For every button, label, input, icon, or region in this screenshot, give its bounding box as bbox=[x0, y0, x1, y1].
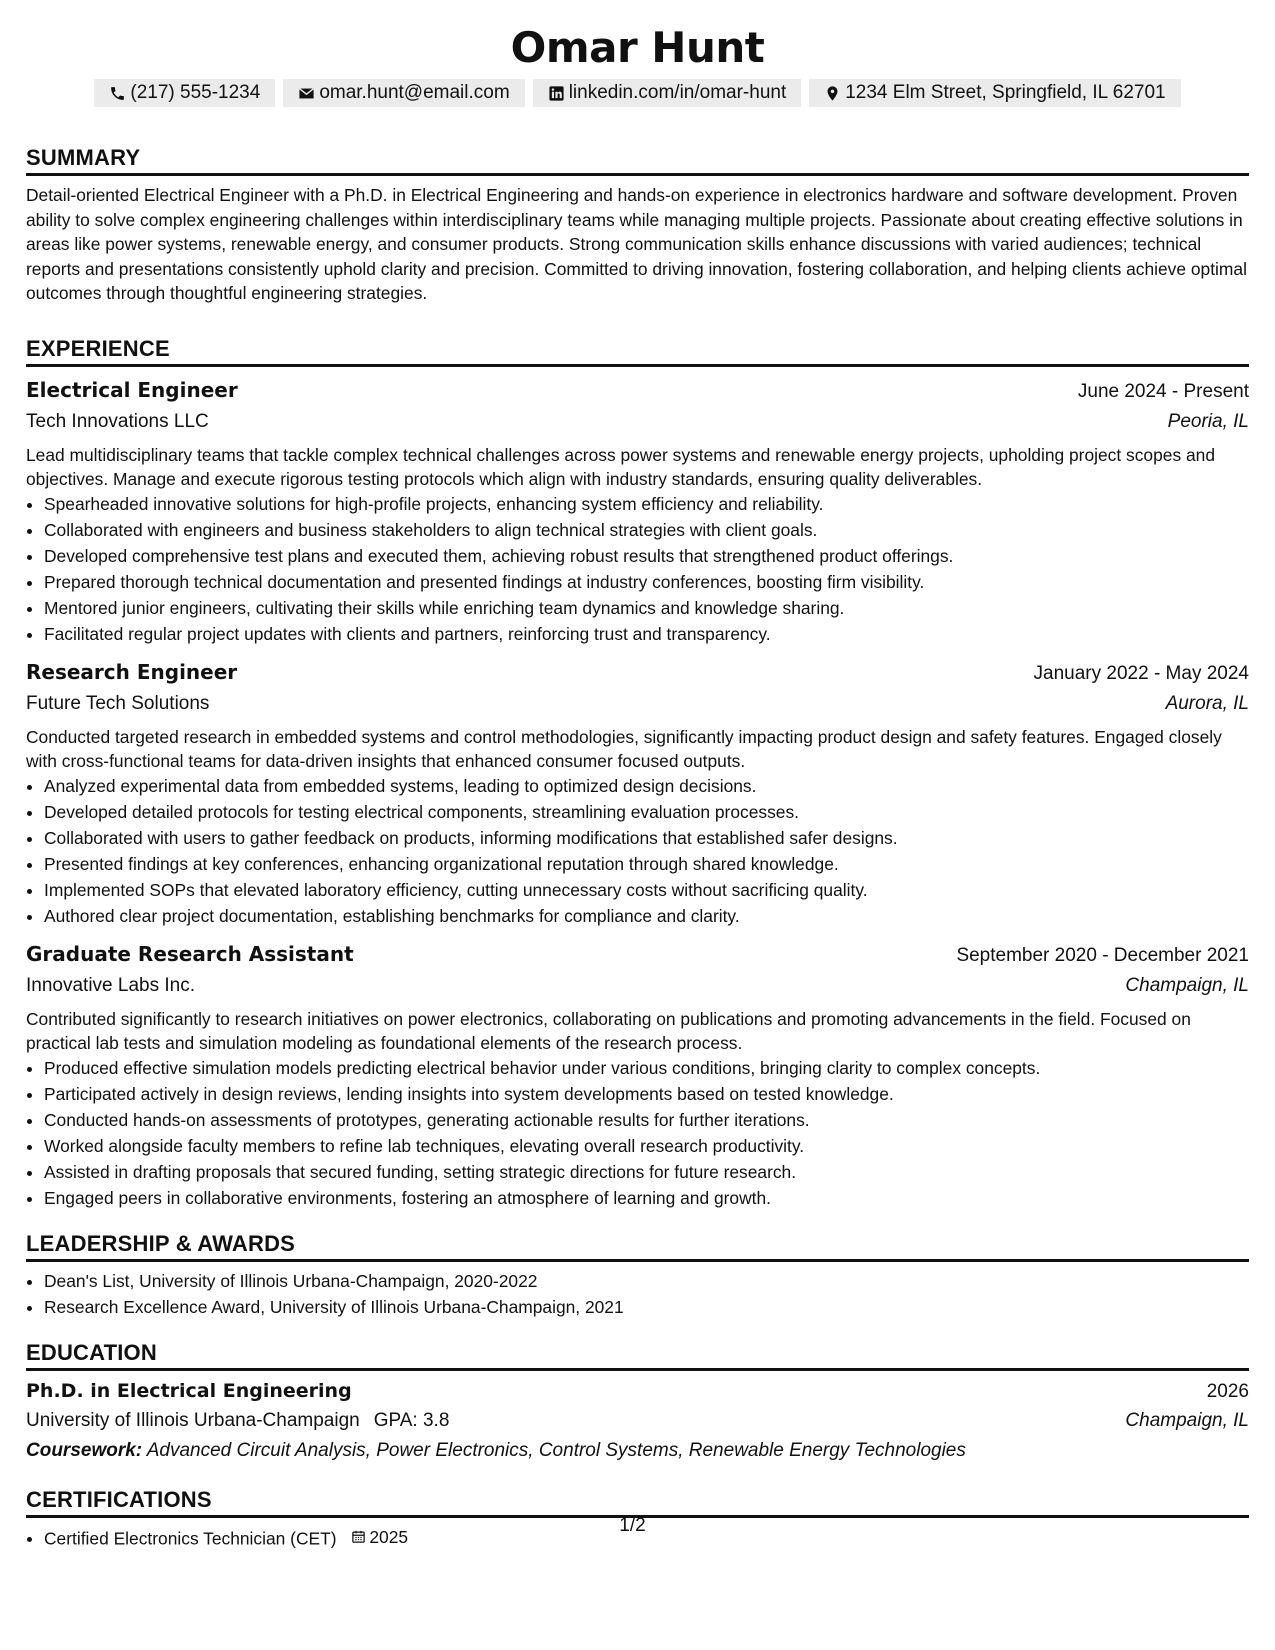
section-title-certifications: CERTIFICATIONS bbox=[26, 1487, 1249, 1518]
education-header-row bbox=[26, 1377, 1249, 1406]
education-school: University of Illinois Urbana-Champaign bbox=[26, 1409, 360, 1431]
list-item: • Assisted in drafting proposals that secured funding, setting strategic directions for future research. bbox=[44, 1159, 1249, 1185]
list-item: • Collaborated with engineers and business stakeholders to align technical strategies with client goals. bbox=[44, 517, 1249, 543]
map-pin-icon bbox=[824, 85, 841, 102]
job-company-row bbox=[26, 971, 1249, 1001]
list-item: • Analyzed experimental data from embedded systems, leading to optimized design decisions. bbox=[44, 773, 1249, 799]
list-item: • Developed detailed protocols for testing electrical components, streamlining evaluation processes. bbox=[44, 799, 1249, 825]
job-title: Research Engineer bbox=[26, 659, 238, 684]
list-item: • Worked alongside faculty members to refine lab techniques, elevating overall research productivity. bbox=[44, 1133, 1249, 1159]
summary-text: Detail-oriented Electrical Engineer with a Ph.D. in Electrical Engineering and hands-on experience in electronics hardware and software development. Proven ability to solve complex engineering challenges within interdisciplinary teams while managing multiple projects. Passionate about creating effective solutions in areas like power systems, renewable energy, and consumer products. Strong communication skills enhance discussions with varied audiences; technical reports and presentations consistently uphold clarity and precision. Committed to driving innovation, fostering collaboration, and helping clients achieve optimal outcomes through thoughtful engineering strategies. bbox=[26, 185, 1247, 303]
job-description: Contributed significantly to research initiatives on power electronics, collaborating on publications and promoting advancements in the field. Focused on practical lab tests and simulation modeling as foundational elements of the research process. bbox=[26, 1008, 1191, 1053]
job-entry bbox=[26, 657, 1249, 929]
section-title-summary: SUMMARY bbox=[26, 145, 1249, 176]
experience-section bbox=[26, 336, 1249, 1211]
list-item: • Implemented SOPs that elevated laboratory efficiency, cutting unnecessary costs without sacrificing quality. bbox=[44, 877, 1249, 903]
list-item: • Spearheaded innovative solutions for high-profile projects, enhancing system efficiency and reliability. bbox=[44, 491, 1249, 517]
contact-linkedin[interactable] bbox=[533, 79, 802, 107]
education-coursework bbox=[26, 1436, 1249, 1465]
job-dates: September 2020 - December 2021 bbox=[956, 944, 1249, 966]
job-entry bbox=[26, 939, 1249, 1211]
list-item: • Presented findings at key conferences, enhancing organizational reputation through shared knowledge. bbox=[44, 851, 1249, 877]
job-company: Tech Innovations LLC bbox=[26, 410, 209, 432]
job-company-row bbox=[26, 689, 1249, 719]
job-location: Aurora, IL bbox=[1165, 692, 1249, 714]
list-item: • Engaged peers in collaborative environments, fostering an atmosphere of learning and growth. bbox=[44, 1185, 1249, 1211]
job-bullets bbox=[26, 1055, 1249, 1211]
job-dates: June 2024 - Present bbox=[1077, 380, 1249, 402]
job-entry bbox=[26, 375, 1249, 647]
linkedin-icon bbox=[548, 85, 565, 102]
list-item: • Conducted hands-on assessments of prototypes, generating actionable results for further iterations. bbox=[44, 1107, 1249, 1133]
list-item: • Authored clear project documentation, establishing benchmarks for compliance and clarity. bbox=[44, 903, 1249, 929]
job-description: Lead multidisciplinary teams that tackle complex technical challenges across power systems and renewable energy projects, upholding project scopes and objectives. Manage and execute rigorous testing protocols which align with industry standards, ensuring quality deliverables. bbox=[26, 444, 1215, 489]
contact-phone[interactable] bbox=[94, 79, 275, 107]
education-section bbox=[26, 1340, 1249, 1465]
education-gpa: GPA: 3.8 bbox=[373, 1409, 450, 1431]
list-item: • Developed comprehensive test plans and executed them, achieving robust results that strengthened product offerings. bbox=[44, 543, 1249, 569]
section-title-education: EDUCATION bbox=[26, 1340, 1249, 1371]
envelope-icon bbox=[298, 85, 315, 102]
email-text: omar.hunt@email.com bbox=[319, 82, 510, 103]
job-description: Conducted targeted research in embedded systems and control methodologies, significantly impacting product design and safety features. Engaged closely with cross-functional teams for data-driven insights that enhanced consumer focused outputs. bbox=[26, 726, 1222, 771]
job-title: Electrical Engineer bbox=[26, 377, 238, 402]
linkedin-text: linkedin.com/in/omar-hunt bbox=[568, 82, 787, 103]
certification-name: Certified Electronics Technician (CET) bbox=[44, 1528, 337, 1548]
education-school-row bbox=[26, 1406, 1249, 1436]
education-location: Champaign, IL bbox=[1125, 1409, 1249, 1431]
job-bullets bbox=[26, 773, 1249, 929]
address-text: 1234 Elm Street, Springfield, IL 62701 bbox=[845, 82, 1166, 103]
job-bullets bbox=[26, 491, 1249, 647]
phone-icon bbox=[109, 85, 126, 102]
job-company-row bbox=[26, 407, 1249, 437]
list-item: • Research Excellence Award, University of Illinois Urbana-Champaign, 2021 bbox=[44, 1294, 1249, 1320]
contact-address bbox=[809, 79, 1180, 107]
list-item: • Prepared thorough technical documentation and presented findings at industry conferences, boosting firm visibility. bbox=[44, 569, 1249, 595]
summary-section bbox=[26, 145, 1249, 306]
job-location: Champaign, IL bbox=[1125, 974, 1249, 996]
education-year: 2026 bbox=[1206, 1380, 1249, 1402]
list-item: • Facilitated regular project updates with clients and partners, reinforcing trust and transparency. bbox=[44, 621, 1249, 647]
job-location: Peoria, IL bbox=[1167, 410, 1249, 432]
list-item: • Collaborated with users to gather feedback on products, informing modifications that established safer designs. bbox=[44, 825, 1249, 851]
job-header-row bbox=[26, 375, 1249, 407]
job-title: Graduate Research Assistant bbox=[26, 941, 354, 966]
job-company: Future Tech Solutions bbox=[26, 692, 210, 714]
section-title-leadership: LEADERSHIP & AWARDS bbox=[26, 1231, 1249, 1262]
job-dates: January 2022 - May 2024 bbox=[1033, 662, 1249, 684]
job-company: Innovative Labs Inc. bbox=[26, 974, 195, 996]
list-item: • Dean's List, University of Illinois Urbana-Champaign, 2020-2022 bbox=[44, 1268, 1249, 1294]
list-item: • Participated actively in design reviews, lending insights into system developments based on tested knowledge. bbox=[44, 1081, 1249, 1107]
education-school-line bbox=[26, 1406, 449, 1436]
list-item: • Produced effective simulation models predicting electrical behavior under various conditions, bringing clarity to complex concepts. bbox=[44, 1055, 1249, 1081]
job-header-row bbox=[26, 939, 1249, 971]
candidate-name: Omar Hunt bbox=[510, 23, 765, 72]
awards-list bbox=[26, 1268, 1249, 1320]
education-degree: Ph.D. in Electrical Engineering bbox=[26, 1379, 352, 1402]
coursework-label: Coursework: bbox=[26, 1439, 143, 1461]
contact-email[interactable] bbox=[283, 79, 524, 107]
resume-page bbox=[26, 22, 1249, 1551]
coursework-text: Advanced Circuit Analysis, Power Electronics, Control Systems, Renewable Energy Technologies bbox=[146, 1439, 966, 1461]
phone-text: (217) 555-1234 bbox=[130, 82, 261, 103]
leadership-section bbox=[26, 1231, 1249, 1320]
job-header-row bbox=[26, 657, 1249, 689]
section-title-experience: EXPERIENCE bbox=[26, 336, 1249, 367]
certification-year: 2025 bbox=[369, 1526, 409, 1547]
list-item: • Mentored junior engineers, cultivating their skills while enriching team dynamics and knowledge sharing. bbox=[44, 595, 1249, 621]
page-number: 1/2 bbox=[619, 1515, 646, 1536]
contact-bar bbox=[26, 79, 1249, 107]
